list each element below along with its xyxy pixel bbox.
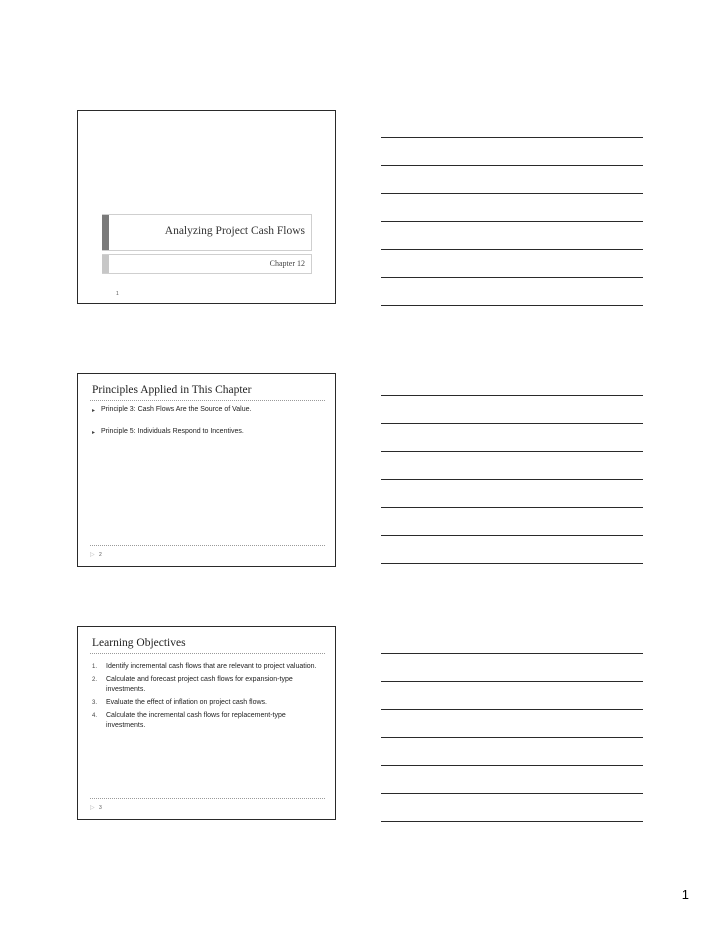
objective-number: 2.	[92, 677, 98, 683]
objective-number: 3.	[92, 700, 98, 706]
note-line	[381, 535, 643, 536]
footer-divider	[90, 545, 325, 546]
note-line	[381, 137, 643, 138]
objective-number: 4.	[92, 713, 98, 719]
slide-2-title: Principles Applied in This Chapter	[92, 384, 252, 396]
note-line	[381, 709, 643, 710]
footer-arrow-icon: ▷	[90, 805, 95, 811]
slide-1-title: Analyzing Project Cash Flows	[164, 225, 305, 237]
objective-list	[90, 662, 326, 734]
objective-text: Evaluate the effect of inflation on project cash flows.	[106, 699, 267, 706]
subtitle-block	[102, 254, 312, 274]
objective-item	[90, 711, 326, 731]
slide-1-number: 1	[116, 291, 119, 297]
subtitle-accent-bar	[102, 255, 109, 273]
note-line	[381, 277, 643, 278]
slide-1	[77, 110, 336, 304]
bullet-arrow-icon: ▸	[92, 408, 96, 414]
bullet-list	[90, 405, 326, 437]
bullet-text: Principle 3: Cash Flows Are the Source of Value.	[101, 406, 252, 413]
objective-text: Identify incremental cash flows that are relevant to project valuation.	[106, 663, 317, 670]
note-line	[381, 479, 643, 480]
note-line	[381, 193, 643, 194]
bullet-item	[90, 427, 326, 437]
bullet-text: Principle 5: Individuals Respond to Incentives.	[101, 428, 244, 435]
title-accent-bar	[102, 215, 109, 250]
title-divider	[90, 653, 325, 654]
slide-3-title: Learning Objectives	[92, 637, 186, 649]
note-line	[381, 681, 643, 682]
slide-2	[77, 373, 336, 567]
objective-item	[90, 675, 326, 695]
page-number: 1	[681, 887, 689, 902]
slide-1-subtitle: Chapter 12	[269, 259, 305, 268]
note-line	[381, 305, 643, 306]
objective-text: Calculate the incremental cash flows for replacement-type investments.	[106, 712, 286, 729]
slide-3-number: 3	[99, 805, 102, 811]
bullet-item	[90, 405, 326, 415]
note-line	[381, 423, 643, 424]
note-line	[381, 451, 643, 452]
objective-text: Calculate and forecast project cash flows for expansion-type investments.	[106, 676, 293, 693]
footer-arrow-icon: ▷	[90, 552, 95, 558]
objective-item	[90, 662, 326, 672]
note-line	[381, 765, 643, 766]
note-line	[381, 507, 643, 508]
note-line	[381, 821, 643, 822]
bullet-arrow-icon: ▸	[92, 430, 96, 436]
title-divider	[90, 400, 325, 401]
note-line	[381, 563, 643, 564]
footer-divider	[90, 798, 325, 799]
slide-3	[77, 626, 336, 820]
note-line	[381, 395, 643, 396]
slide-2-number: 2	[99, 552, 102, 558]
note-line	[381, 165, 643, 166]
note-line	[381, 653, 643, 654]
note-line	[381, 793, 643, 794]
objective-item	[90, 698, 326, 708]
objective-number: 1.	[92, 664, 98, 670]
note-line	[381, 249, 643, 250]
note-line	[381, 737, 643, 738]
note-line	[381, 221, 643, 222]
title-block	[102, 214, 312, 251]
